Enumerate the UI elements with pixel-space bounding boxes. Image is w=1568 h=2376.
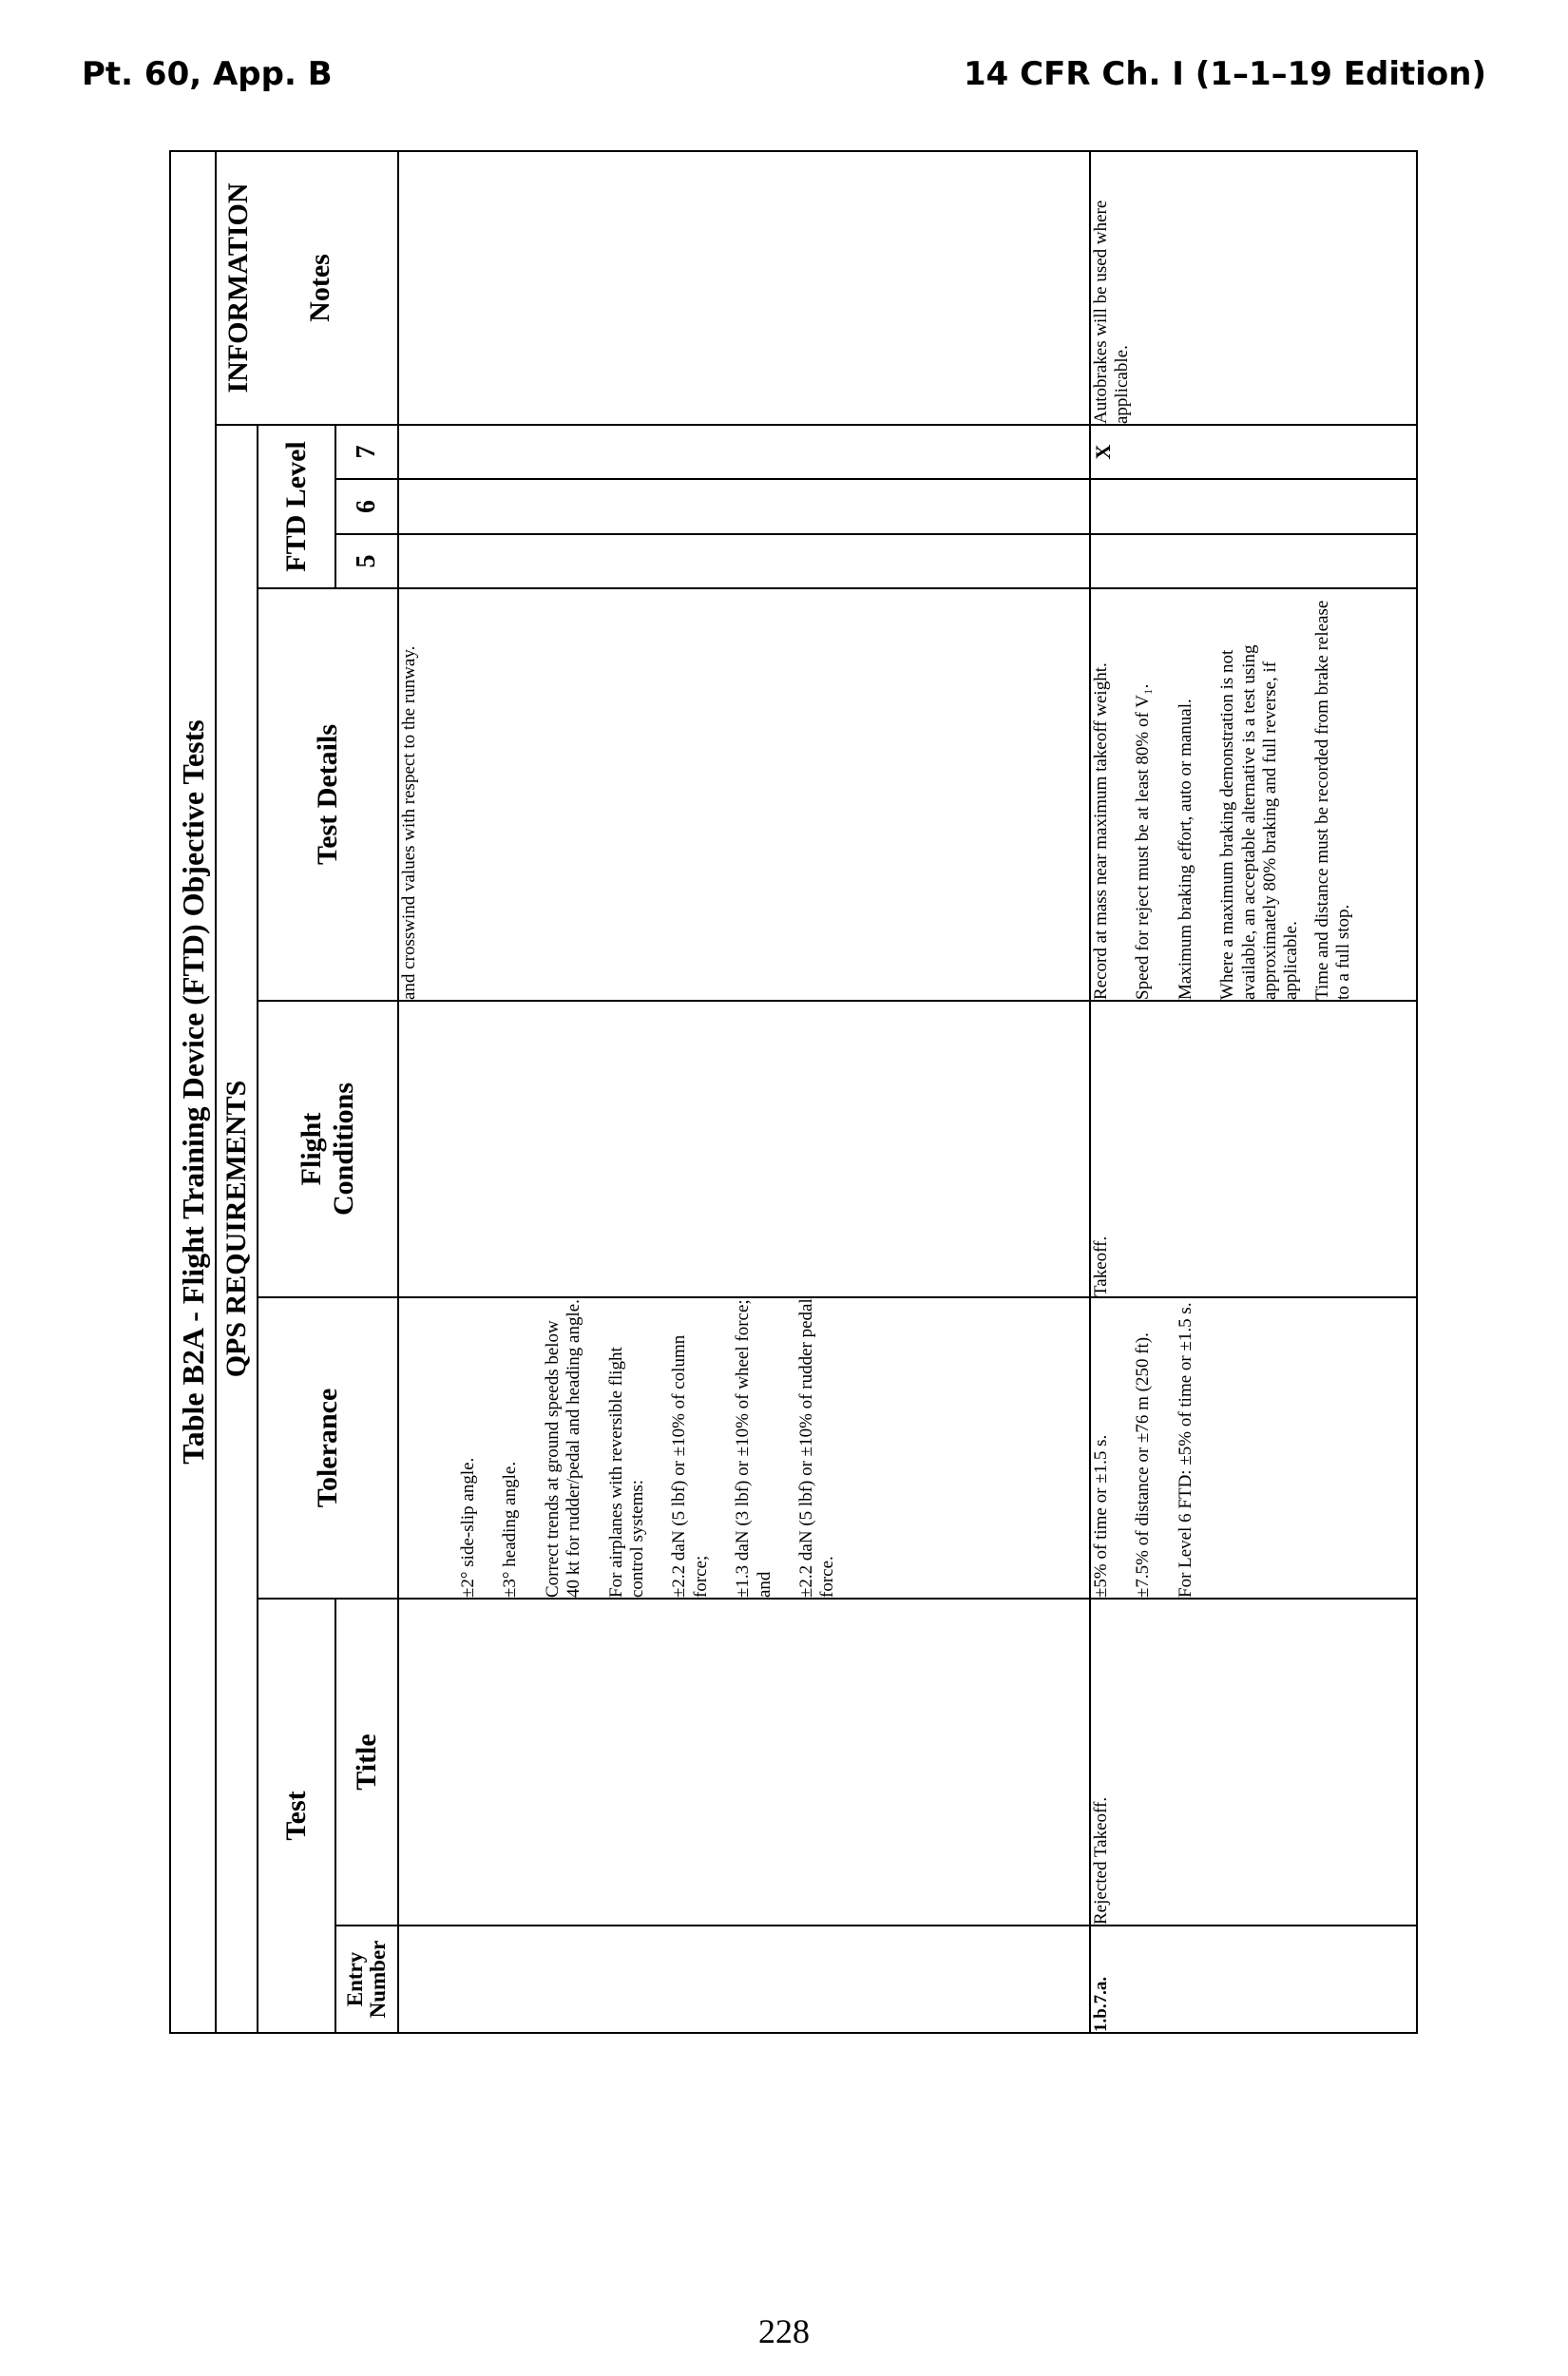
test-details-item: and crosswind values with respect to the runway.: [399, 645, 419, 1000]
level-6-cell: [1090, 479, 1417, 534]
tolerance-header: Tolerance: [258, 1297, 398, 1599]
level-5-header: 5: [335, 534, 398, 588]
notes-header: Notes: [304, 254, 335, 322]
tolerance-item: For airplanes with reversible flight control systems:: [605, 1347, 648, 1598]
tolerance-item: ±5% of time or ±1.5 s.: [1091, 1434, 1111, 1598]
information-label: INFORMATION: [222, 182, 254, 393]
level-6-cell: [398, 479, 1090, 534]
entry-number-header: Entry Number: [335, 1926, 398, 2033]
level-6-header: 6: [335, 479, 398, 534]
title-cell: [398, 1599, 1090, 1926]
notes-cell: Autobrakes will be used where applicable.: [1090, 151, 1417, 425]
test-header: Test: [258, 1599, 335, 2033]
qps-requirements-header: QPS REQUIREMENTS: [216, 425, 258, 2033]
tolerance-item: ±7.5% of distance or ±76 m (250 ft).: [1133, 1332, 1154, 1598]
tolerance-item: For Level 6 FTD: ±5% of time or ±1.5 s.: [1175, 1302, 1195, 1598]
test-details-item: Time and distance must be recorded from brake release to a full stop.: [1311, 600, 1354, 1000]
notes-cell: [398, 151, 1090, 425]
tolerance-item: Correct trends at ground speeds below 40 kt for rudder/pedal and heading angle.: [542, 1299, 584, 1598]
tolerance-item: ±2.2 daN (5 lbf) or ±10% of rudder pedal force.: [796, 1298, 838, 1598]
running-head-right: 14 CFR Ch. I (1–1–19 Edition): [964, 55, 1486, 93]
table-caption: Table B2A - Flight Training Device (FTD) Objective Tests: [170, 151, 216, 2033]
tolerance-item: ±2° side-slip angle.: [458, 1457, 478, 1598]
table-row: [398, 151, 1090, 2033]
tolerance-item: ±3° heading angle.: [500, 1461, 521, 1598]
entry-number-cell: [398, 1926, 1090, 2033]
flight-conditions-header: Flight Conditions: [258, 1001, 398, 1297]
page-number: 228: [758, 2312, 810, 2350]
tolerance-cell: [398, 1297, 1090, 1599]
table-row: [1090, 151, 1417, 2033]
running-head-left: Pt. 60, App. B: [82, 55, 333, 93]
level-5-cell: [398, 534, 1090, 588]
tolerance-cell: [1090, 1297, 1417, 1599]
ftd-objective-tests-table: [169, 150, 1418, 2034]
level-7-header: 7: [335, 425, 398, 479]
information-header: [216, 151, 398, 425]
test-details-item: Speed for reject must be at least 80% of V₁.: [1133, 683, 1154, 1000]
level-7-cell: [398, 425, 1090, 479]
rotated-table-frame: [169, 152, 1416, 2034]
test-details-item: Where a maximum braking demonstration is not available, an acceptable alternative is a test using approximately 80% braking and full reverse, if applicable.: [1217, 644, 1302, 1000]
test-details-cell: [398, 588, 1090, 1001]
ftd-level-header: FTD Level: [258, 425, 335, 588]
flight-conditions-cell: Takeoff.: [1090, 1001, 1417, 1297]
title-header: Title: [335, 1599, 398, 1926]
flight-conditions-cell: [398, 1001, 1090, 1297]
entry-number-cell: 1.b.7.a.: [1090, 1926, 1417, 2033]
title-cell: Rejected Takeoff.: [1090, 1599, 1417, 1926]
level-5-cell: [1090, 534, 1417, 588]
level-7-cell: X: [1090, 425, 1417, 479]
test-details-header: Test Details: [258, 588, 398, 1001]
test-details-item: Maximum braking effort, auto or manual.: [1175, 699, 1195, 1000]
tolerance-item: ±2.2 daN (5 lbf) or ±10% of column force;: [669, 1334, 711, 1598]
tolerance-item: ±1.3 daN (3 lbf) or ±10% of wheel force; and: [733, 1299, 774, 1598]
rotated-table: [169, 152, 1416, 2034]
test-details-item: Record at mass near maximum takeoff weight.: [1091, 662, 1111, 1000]
test-details-cell: [1090, 588, 1417, 1001]
